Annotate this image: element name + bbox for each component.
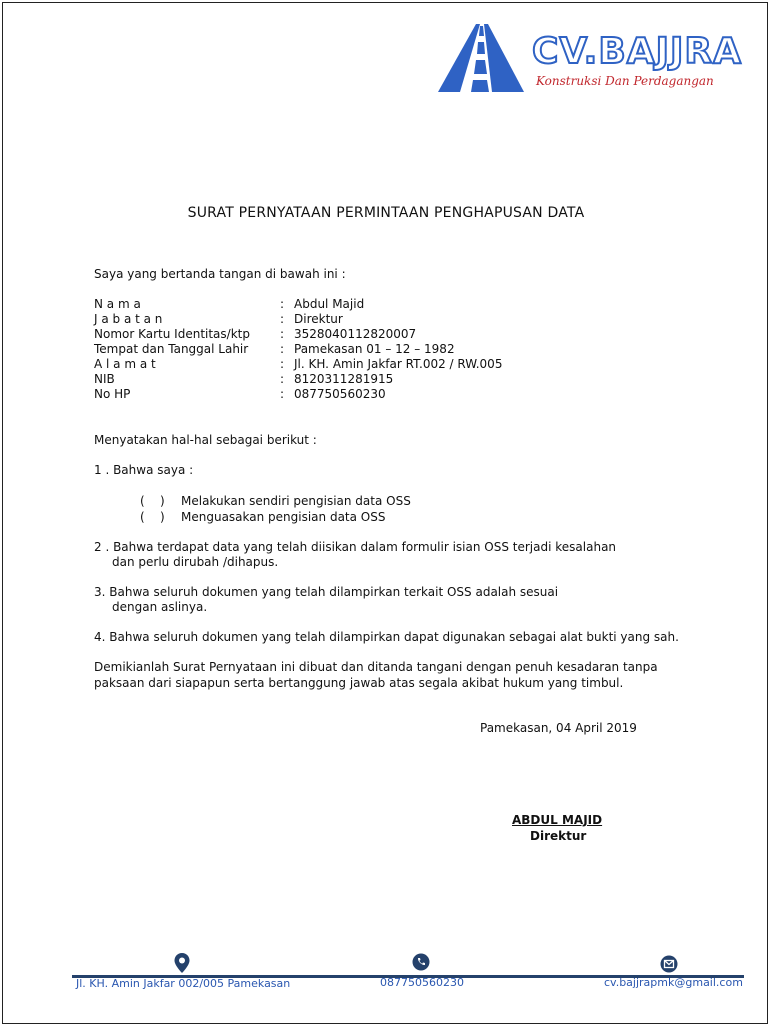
field-label: No HP: [94, 387, 131, 401]
place-date: Pamekasan, 04 April 2019: [480, 721, 637, 735]
field-colon: :: [280, 372, 285, 386]
footer-email: cv.bajjrapmk@gmail.com: [604, 976, 743, 989]
field-colon: :: [280, 327, 285, 341]
field-value: Direktur: [294, 312, 343, 326]
field-label: N a m a: [94, 297, 141, 311]
option-text: Melakukan sendiri pengisian data OSS: [181, 494, 411, 508]
item-3-line-1: 3. Bahwa seluruh dokumen yang telah dilampirkan terkait OSS adalah sesuai: [94, 585, 559, 599]
field-value: Jl. KH. Amin Jakfar RT.002 / RW.005: [294, 357, 503, 371]
closing-line-1: Demikianlah Surat Pernyataan ini dibuat dan ditanda tangani dengan penuh kesadaran tanpa: [94, 660, 658, 674]
field-colon: :: [280, 387, 285, 401]
field-value: 087750560230: [294, 387, 386, 401]
field-colon: :: [280, 297, 285, 311]
footer-address: Jl. KH. Amin Jakfar 002/005 Pamekasan: [76, 977, 291, 990]
phone-icon: [412, 953, 430, 971]
option-checkbox: ( ): [140, 510, 165, 524]
closing-line-2: paksaan dari siapapun serta bertanggung jawab atas segala akibat hukum yang timbul.: [94, 676, 624, 690]
location-pin-icon: [173, 952, 191, 974]
item-2-line-1: 2 . Bahwa terdapat data yang telah diisikan dalam formulir isian OSS terjadi kesalahan: [94, 540, 617, 554]
field-value: Abdul Majid: [294, 297, 365, 311]
item-1-heading: 1 . Bahwa saya :: [94, 463, 194, 477]
option-text: Menguasakan pengisian data OSS: [181, 510, 386, 524]
field-value: Pamekasan 01 – 12 – 1982: [294, 342, 455, 356]
field-label: A l a m a t: [94, 357, 156, 371]
signatory-role: Direktur: [530, 829, 587, 843]
email-icon: [660, 955, 678, 973]
road-perspective-logo-icon: [436, 22, 528, 96]
company-logo: [436, 22, 742, 96]
item-3-line-2: dengan aslinya.: [112, 600, 208, 614]
field-label: Nomor Kartu Identitas/ktp: [94, 327, 250, 341]
field-colon: :: [280, 342, 285, 356]
intro-text: Saya yang bertanda tangan di bawah ini :: [94, 267, 346, 281]
statement-intro: Menyatakan hal-hal sebagai berikut :: [94, 433, 317, 447]
item-2-line-2: dan perlu dirubah /dihapus.: [112, 555, 279, 569]
document-title: SURAT PERNYATAAN PERMINTAAN PENGHAPUSAN DATA: [187, 205, 585, 221]
signatory-name: ABDUL MAJID: [512, 813, 603, 827]
field-label: J a b a t a n: [94, 312, 163, 326]
field-value: 8120311281915: [294, 372, 394, 386]
field-label: Tempat dan Tanggal Lahir: [94, 342, 249, 356]
field-label: NIB: [94, 372, 115, 386]
field-colon: :: [280, 357, 285, 371]
footer-phone: 087750560230: [380, 976, 464, 989]
item-4-line-1: 4. Bahwa seluruh dokumen yang telah dilampirkan dapat digunakan sebagai alat bukti yang sah.: [94, 630, 679, 644]
company-name: CV.BAJJRA: [532, 31, 742, 72]
field-colon: :: [280, 312, 285, 326]
option-checkbox: ( ): [140, 494, 165, 508]
field-value: 3528040112820007: [294, 327, 417, 341]
company-tagline: Konstruksi Dan Perdagangan: [536, 74, 714, 88]
